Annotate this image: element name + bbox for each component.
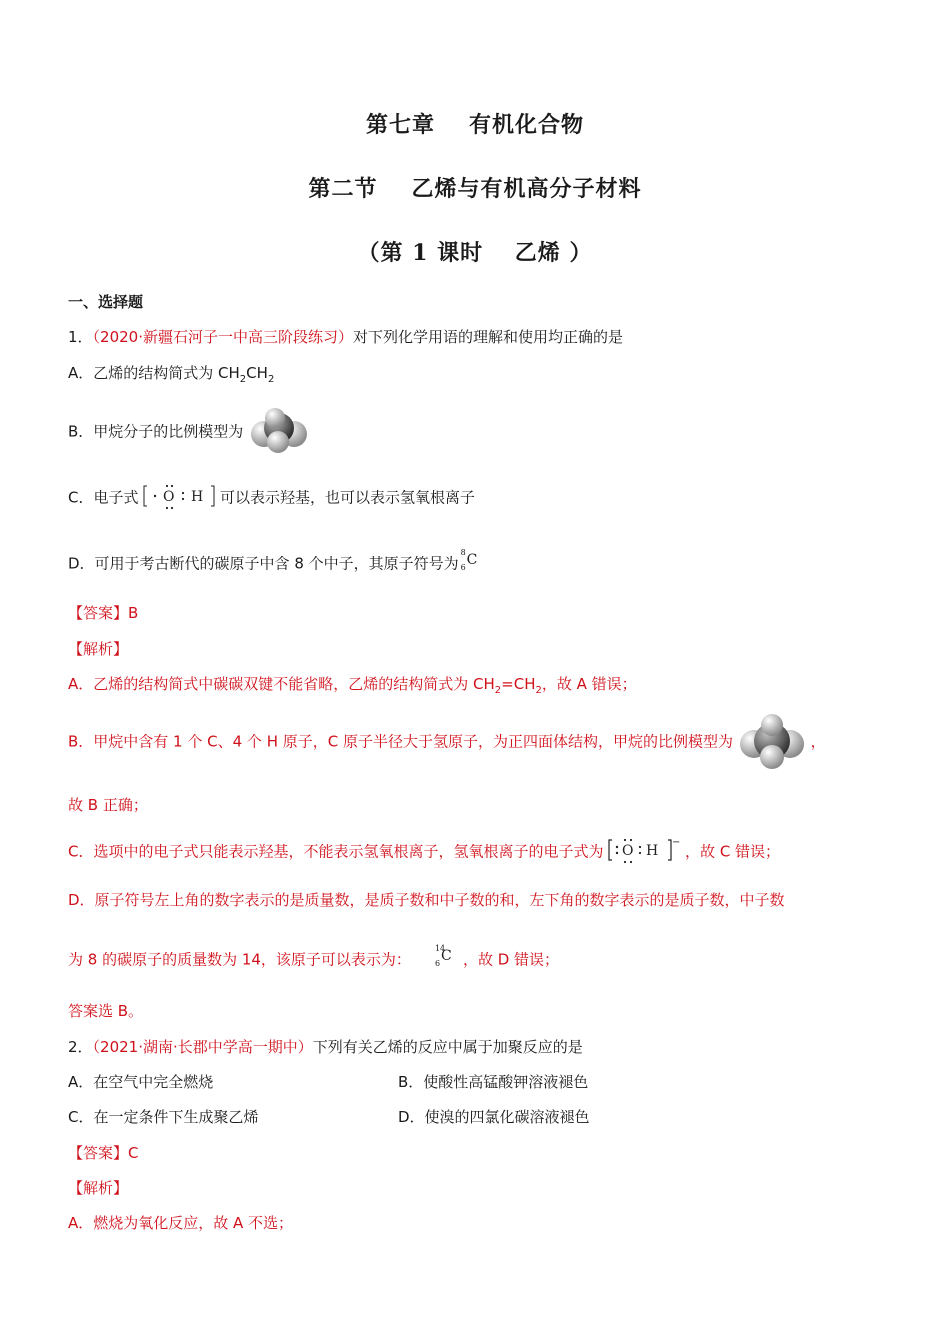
q1-explain-a: A．乙烯的结构简式中碳碳双键不能省略，乙烯的结构简式为 $CH_2=CH_2$，故 A 错误； — [68, 675, 637, 696]
svg-text:O: O — [622, 843, 634, 859]
nuclide-symbol-q: 8 6 C — [460, 548, 478, 572]
q2-stem: 2．（2021·湖南·长郡中学高一期中）下列有关乙烯的反应中属于加聚反应的是 — [68, 1038, 583, 1056]
section-title — [0, 172, 950, 203]
q1-explain-b-cont: 故 B 正确； — [68, 796, 148, 814]
lesson-title: （第 1 课时 乙烯 ） — [357, 240, 593, 266]
q1-option-a: A．乙烯的结构简式为 $CH_2CH_2$ — [68, 364, 275, 385]
q2-explain-a: A．燃烧为氧化反应，故 A 不选； — [68, 1214, 294, 1232]
q2-option-b: B．使酸性高锰酸钾溶液褪色 — [398, 1073, 589, 1091]
methane-space-filling-model-icon — [248, 408, 310, 454]
section-label: 第二节 — [308, 176, 378, 202]
chapter-title — [0, 108, 950, 139]
q1-explain-d-line2: 为 8 的碳原子的质量数为 14，该原子可以表示为： 14 6 C ，故 D 错误； — [68, 947, 559, 971]
hydroxide-electron-formula-icon — [608, 836, 680, 866]
q2-source: （2021·湖南·长郡中学高一期中） — [92, 1038, 313, 1056]
methane-space-filling-model-icon — [738, 712, 806, 770]
q1-conclusion: 答案选 B。 — [68, 1002, 144, 1020]
nuclide-symbol-explain: 14 6 C — [434, 944, 452, 968]
q2-option-c: C．在一定条件下生成聚乙烯 — [68, 1108, 259, 1126]
q1-explain-d-line1: D．原子符号左上角的数字表示的是质量数，是质子数和中子数的和，左下角的数字表示的是质子数，中子数 — [68, 891, 785, 909]
q1-explain-b: B．甲烷中含有 1 个 C、4 个 H 原子，C 原子半径大于氢原子，为正四面体结构，甲烷的比例模型为 ， — [68, 712, 826, 770]
section-name: 乙烯与有机高分子材料 — [411, 176, 642, 202]
chapter-label: 第七章 — [365, 112, 435, 138]
q2-option-d: D．使溴的四氯化碳溶液褪色 — [398, 1108, 590, 1126]
svg-text:H: H — [646, 843, 659, 859]
chapter-name: 有机化合物 — [469, 112, 585, 138]
svg-text:O: O — [163, 489, 175, 505]
svg-text:−: − — [672, 837, 681, 848]
q1-analysis-label: 【解析】 — [68, 640, 129, 658]
part-heading: 一、选择题 — [68, 293, 144, 311]
q1-answer: 【答案】B — [68, 604, 139, 622]
svg-text:H: H — [191, 489, 204, 505]
q2-analysis-label: 【解析】 — [68, 1179, 129, 1197]
hydroxyl-electron-formula-icon — [143, 482, 215, 512]
q1-stem: 1．（2020·新疆石河子一中高三阶段练习）对下列化学用语的理解和使用均正确的是 — [68, 328, 624, 346]
q1-source: （2020·新疆石河子一中高三阶段练习） — [92, 328, 353, 346]
q1-explain-c: C．选项中的电子式只能表示羟基，不能表示氢氧根离子，氢氧根离子的电子式为 O H − ，故 C 错误； — [68, 836, 780, 866]
q1-option-b: B．甲烷分子的比例模型为 — [68, 408, 310, 454]
q1-option-d: D．可用于考古断代的碳原子中含 8 个中子，其原子符号为 8 6 C — [68, 551, 481, 575]
q2-answer: 【答案】C — [68, 1144, 139, 1162]
q1-option-c: C．电子式 O H 可以表示羟基，也可以表示氢氧根离子 — [68, 482, 475, 512]
q2-option-a: A．在空气中完全燃烧 — [68, 1073, 214, 1091]
